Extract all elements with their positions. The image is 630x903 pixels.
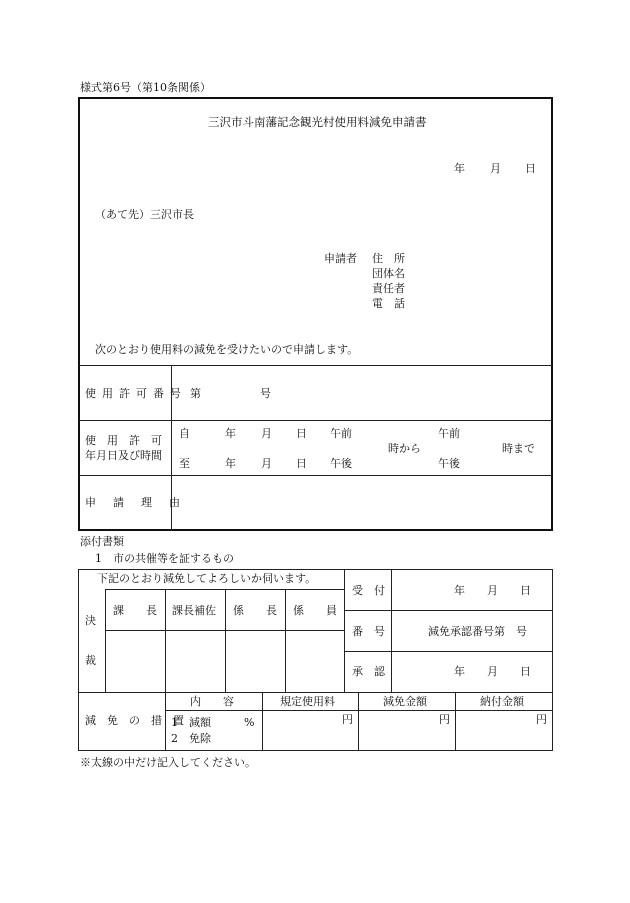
approval-date: 年 月 日 xyxy=(454,665,531,678)
applicant-organization-label: 団体名 xyxy=(372,267,405,280)
to-ampm: 午後 xyxy=(330,457,352,470)
to-ampm-pm: 午後 xyxy=(438,457,460,470)
col-kacho-hosa: 課長補佐 xyxy=(172,604,216,617)
to-day: 日 xyxy=(296,457,307,470)
to-year: 年 xyxy=(225,457,236,470)
number-label: 番 号 xyxy=(352,625,385,638)
receipt-date: 年 月 日 xyxy=(454,584,531,597)
date-year: 年 xyxy=(454,162,465,175)
col-kakariin: 係 員 xyxy=(293,604,337,617)
yen-payment: 円 xyxy=(536,713,547,726)
to-month: 月 xyxy=(261,457,272,470)
reason-label: 申 請 理 由 xyxy=(85,496,183,509)
receipt-label: 受 付 xyxy=(352,584,385,597)
from-ji: 自 xyxy=(179,427,190,440)
col-kakaricho: 係 長 xyxy=(233,604,277,617)
applicant-label: 申請者 xyxy=(324,252,357,265)
application-frame xyxy=(78,97,553,531)
approval-label: 承 認 xyxy=(352,665,385,678)
to-ampm-am: 午前 xyxy=(438,427,460,440)
to-suffix: 時まで xyxy=(502,442,535,455)
header-reduction: 減免金額 xyxy=(383,695,427,708)
permit-datetime-label-2: 年月日及び時間 xyxy=(85,449,162,462)
applicant-representative-label: 責任者 xyxy=(372,282,405,295)
statement: 次のとおり使用料の減免を受けたいので申請します。 xyxy=(95,343,359,356)
office-intro: 下記のとおり減免してよろしいか伺います。 xyxy=(97,572,317,585)
yen-standard: 円 xyxy=(342,713,353,726)
col-kacho: 課 長 xyxy=(113,604,157,617)
measure-label: 減 免 の 措 置 xyxy=(85,714,184,727)
from-day: 日 xyxy=(296,427,307,440)
header-content: 内 容 xyxy=(190,695,234,708)
date-month: 月 xyxy=(490,162,501,175)
permit-number-go: 号 xyxy=(260,387,271,400)
from-suffix: 時から xyxy=(388,442,421,455)
from-ampm: 午前 xyxy=(330,427,352,440)
applicant-phone-label: 電 話 xyxy=(372,297,405,310)
attachments-heading: 添付書類 xyxy=(80,535,124,548)
footnote: ※太線の中だけ記入してください。 xyxy=(80,756,256,769)
number-value: 減免承認番号第 号 xyxy=(428,625,527,638)
permit-datetime-label-1: 使 用 許 可 xyxy=(85,434,162,447)
applicant-address-label: 住 所 xyxy=(372,252,405,265)
form-number: 様式第6号（第10条関係） xyxy=(80,81,211,94)
attachments-item-1: 1 市の共催等を証するもの xyxy=(95,552,234,565)
header-standard-fee: 規定使用料 xyxy=(280,695,335,708)
from-month: 月 xyxy=(261,427,272,440)
header-payment: 納付金額 xyxy=(480,695,524,708)
addressee: （あて先）三沢市長 xyxy=(95,208,194,221)
date-day: 日 xyxy=(525,162,536,175)
permit-number-label: 使用許可番号 xyxy=(85,387,187,400)
permit-number-dai: 第 xyxy=(190,387,201,400)
kessai-2: 裁 xyxy=(85,654,96,667)
to-shi: 至 xyxy=(179,457,190,470)
kessai-1: 決 xyxy=(85,614,96,627)
content-line-1: 1 減額 % xyxy=(171,716,255,729)
form-title: 三沢市斗南藩記念観光村使用料減免申請書 xyxy=(208,115,427,129)
from-year: 年 xyxy=(225,427,236,440)
yen-reduction: 円 xyxy=(439,713,450,726)
content-line-2: 2 免除 xyxy=(171,732,211,745)
